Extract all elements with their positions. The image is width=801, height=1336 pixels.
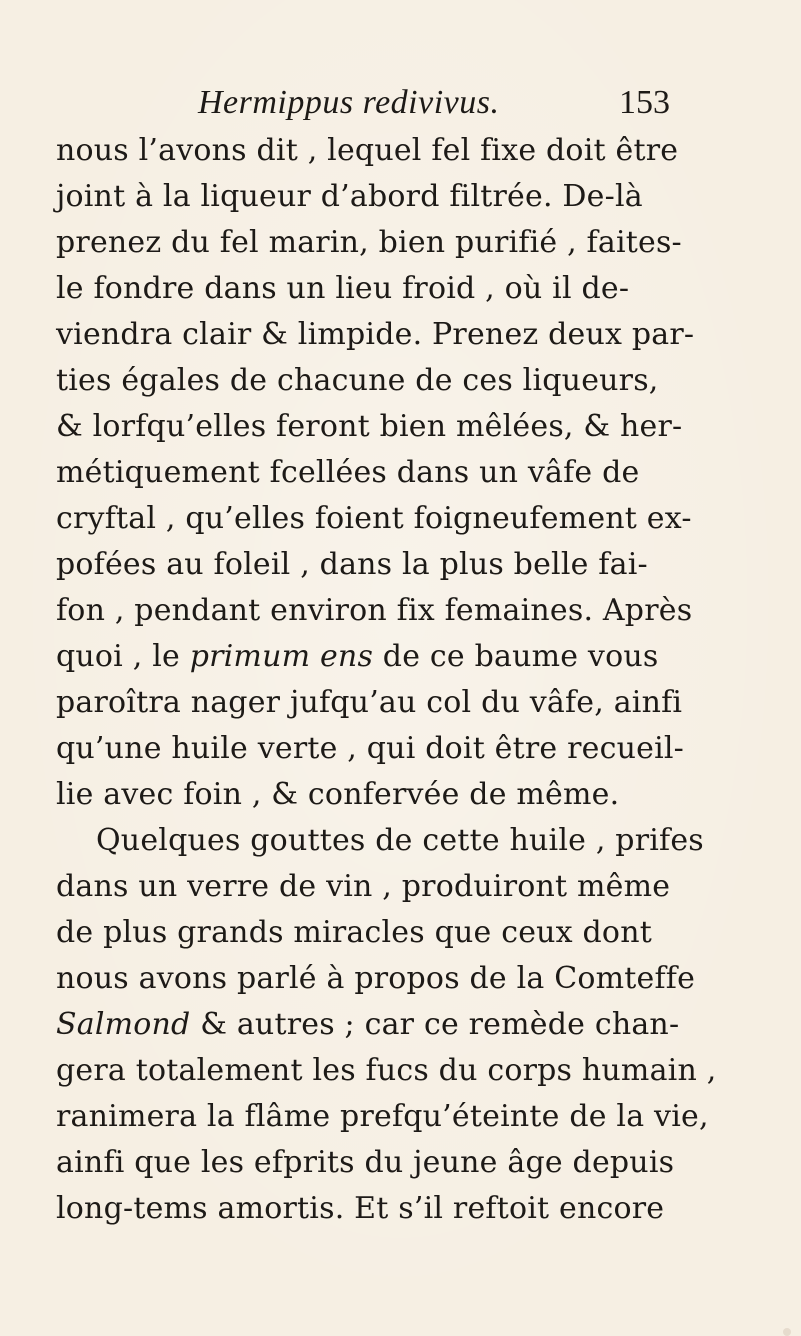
text-line [56, 634, 788, 680]
text-segment: dans un verre de vin , produiront même [56, 869, 671, 904]
text-line [56, 496, 788, 542]
page-number: 153 [619, 84, 670, 121]
text-segment: Quelques gouttes de cette huile , prifes [96, 823, 704, 858]
text-segment: cryftal , qu’elles foient foigneufement ex- [56, 501, 692, 536]
text-segment: métiquement fcellées dans un vâfe de [56, 455, 640, 490]
text-line [56, 588, 788, 634]
text-line [56, 680, 788, 726]
text-segment: nous avons parlé à propos de la Comteffe [56, 961, 696, 996]
text-segment: ranimera la flâme prefqu’éteinte de la vie, [56, 1099, 709, 1134]
text-line [56, 542, 788, 588]
text-segment: lie avec foin , & confervée de même. [56, 777, 620, 812]
text-segment: long-tems amortis. Et s’il reftoit encore [56, 1191, 665, 1226]
text-line [56, 864, 788, 910]
text-segment: nous l’avons dit , lequel fel fixe doit être [56, 133, 679, 168]
paper-stain [783, 1328, 791, 1336]
page-header [150, 84, 670, 124]
text-segment: ainfi que les efprits du jeune âge depuis [56, 1145, 675, 1180]
text-segment: pofées au foleil , dans la plus belle fai- [56, 547, 648, 582]
text-line [56, 358, 788, 404]
text-segment: viendra clair & limpide. Prenez deux par- [56, 317, 695, 352]
text-segment: gera totalement les fucs du corps humain , [56, 1053, 717, 1088]
text-segment: & lorfqu’elles feront bien mêlées, & her- [56, 409, 683, 444]
text-line [56, 128, 788, 174]
text-line [56, 220, 788, 266]
text-line [56, 956, 788, 1002]
text-line [56, 1002, 788, 1048]
text-line [56, 1094, 788, 1140]
text-segment: fon , pendant environ fix femaines. Après [56, 593, 693, 628]
text-segment: ties égales de chacune de ces liqueurs, [56, 363, 659, 398]
body-text [56, 128, 788, 1232]
text-segment: & autres ; car ce remède chan- [190, 1007, 680, 1042]
text-segment: paroîtra nager jufqu’au col du vâfe, ainfi [56, 685, 683, 720]
text-line [56, 174, 788, 220]
text-line [56, 312, 788, 358]
text-segment: qu’une huile verte , qui doit être recueil- [56, 731, 685, 766]
text-line [56, 450, 788, 496]
italic-text-segment: primum ens [189, 639, 374, 674]
text-line [56, 1140, 788, 1186]
text-segment: de plus grands miracles que ceux dont [56, 915, 652, 950]
text-segment: joint à la liqueur d’abord filtrée. De-là [56, 179, 643, 214]
text-line [56, 404, 788, 450]
running-title: Hermippus redivivus. [198, 84, 500, 121]
text-line [56, 818, 788, 864]
text-line [56, 726, 788, 772]
text-line [56, 266, 788, 312]
text-segment: quoi , le [56, 639, 190, 674]
text-segment: le fondre dans un lieu froid , où il de- [56, 271, 630, 306]
text-line [56, 772, 788, 818]
text-segment: de ce baume vous [373, 639, 659, 674]
text-line [56, 1048, 788, 1094]
italic-text-segment: Salmond [56, 1007, 191, 1042]
text-line [56, 1186, 788, 1232]
text-line [56, 910, 788, 956]
text-segment: prenez du fel marin, bien purifié , faites- [56, 225, 682, 260]
